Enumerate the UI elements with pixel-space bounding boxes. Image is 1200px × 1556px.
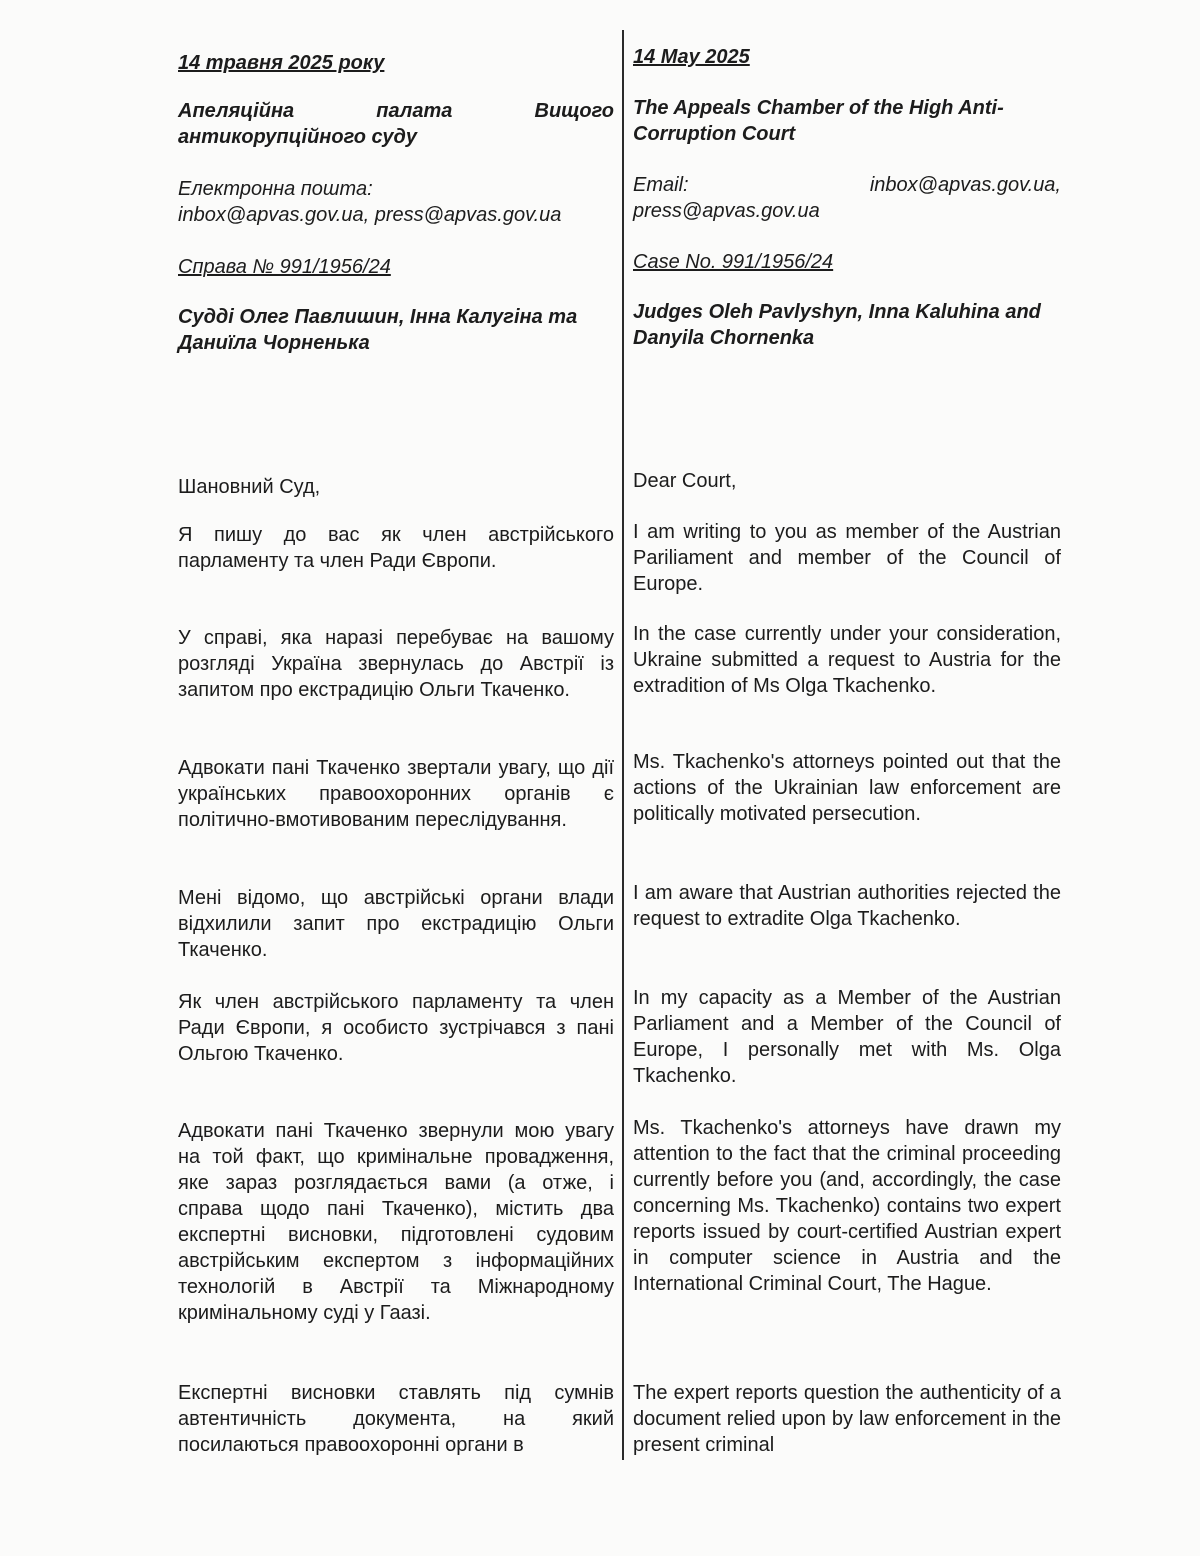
paragraph-uk-4: Мені відомо, що австрійські органи влади відхилили запит про екстрадицію Ольги Ткаченко. [178,887,614,961]
paragraph-en-7: The expert reports question the authenticity of a document relied upon by law enforcement in the present criminal [633,1382,1061,1456]
court-name-uk: Апеляційна палата Вищого антикорупційного суду [178,100,614,148]
email-value-uk: inbox@apvas.gov.ua, press@apvas.gov.ua [178,204,562,226]
paragraph-uk-5: Як член австрійського парламенту та член Ради Європи, я особисто зустрічався з пані Ольгою Ткаченко. [178,991,614,1065]
email-label-text-uk: Електронна пошта: [178,178,373,200]
email-line-en [633,172,1061,198]
court-name-en: The Appeals Chamber of the High Anti-Corruption Court [633,97,1004,145]
paragraph-uk-3: Адвокати пані Ткаченко звертали увагу, що дії українських правоохоронних органів є політично-вмотивованим переслідування. [178,757,614,831]
column-divider [622,30,624,1460]
paragraph-en-4: I am aware that Austrian authorities rejected the request to extradite Olga Tkachenko. [633,882,1061,930]
paragraph-en-3: Ms. Tkachenko's attorneys pointed out that the actions of the Ukrainian law enforcement are politically motivated persecution. [633,751,1061,825]
paragraph-en-1: I am writing to you as member of the Austrian Pariliament and member of the Council of Europe. [633,521,1061,595]
paragraph-uk-1: Я пишу до вас як член австрійського парламенту та член Ради Європи. [178,524,614,572]
paragraph-en-2: In the case currently under your consideration, Ukraine submitted a request to Austria for the extradition of Ms Olga Tkachenko. [633,623,1061,697]
email-label-en: Email: [633,174,689,196]
email-value-en-1: inbox@apvas.gov.ua, [869,174,1061,196]
paragraph-uk-6: Адвокати пані Ткаченко звернули мою увагу на той факт, що кримінальне провадження, яке зараз розглядається вами (а отже, і справа щодо пані Ткаченко), містить два експертні висновки, підготовлені судовим австрійським експертом з інформаційних технологій в Австрії та Міжнародному кримінальному суді у Гаазі. [178,1120,614,1324]
judges-en: Judges Oleh Pavlyshyn, Inna Kaluhina and Danyila Chornenka [633,301,1041,349]
salutation-uk: Шановний Суд, [178,476,321,498]
date-uk: 14 травня 2025 року [178,52,385,74]
judges-uk: Судді Олег Павлишин, Інна Калугіна та Даниїла Чорненька [178,306,578,354]
case-number-en: Case No. 991/1956/24 [633,251,834,273]
paragraph-uk-7: Експертні висновки ставлять під сумнів автентичність документа, на який посилаються правоохоронні органи в [178,1382,614,1456]
email-label-uk [178,176,614,202]
paragraph-en-6: Ms. Tkachenko's attorneys have drawn my attention to the fact that the criminal proceeding currently before you (and, accordingly, the case concerning Ms. Tkachenko) contains two expert reports issued by court-certified Austrian expert in computer science in Austria and the International Criminal Court, The Hague. [633,1117,1061,1295]
salutation-en: Dear Court, [633,470,737,492]
email-value-en-2: press@apvas.gov.ua [633,200,820,222]
paragraph-uk-2: У справі, яка наразі перебуває на вашому розгляді Україна звернулась до Австрії із запитом про екстрадицію Ольги Ткаченко. [178,627,614,701]
paragraph-en-5: In my capacity as a Member of the Austrian Parliament and a Member of the Council of Europe, I personally met with Ms. Olga Tkachenko. [633,987,1061,1087]
date-en: 14 May 2025 [633,46,750,68]
case-number-uk: Справа № 991/1956/24 [178,256,391,278]
